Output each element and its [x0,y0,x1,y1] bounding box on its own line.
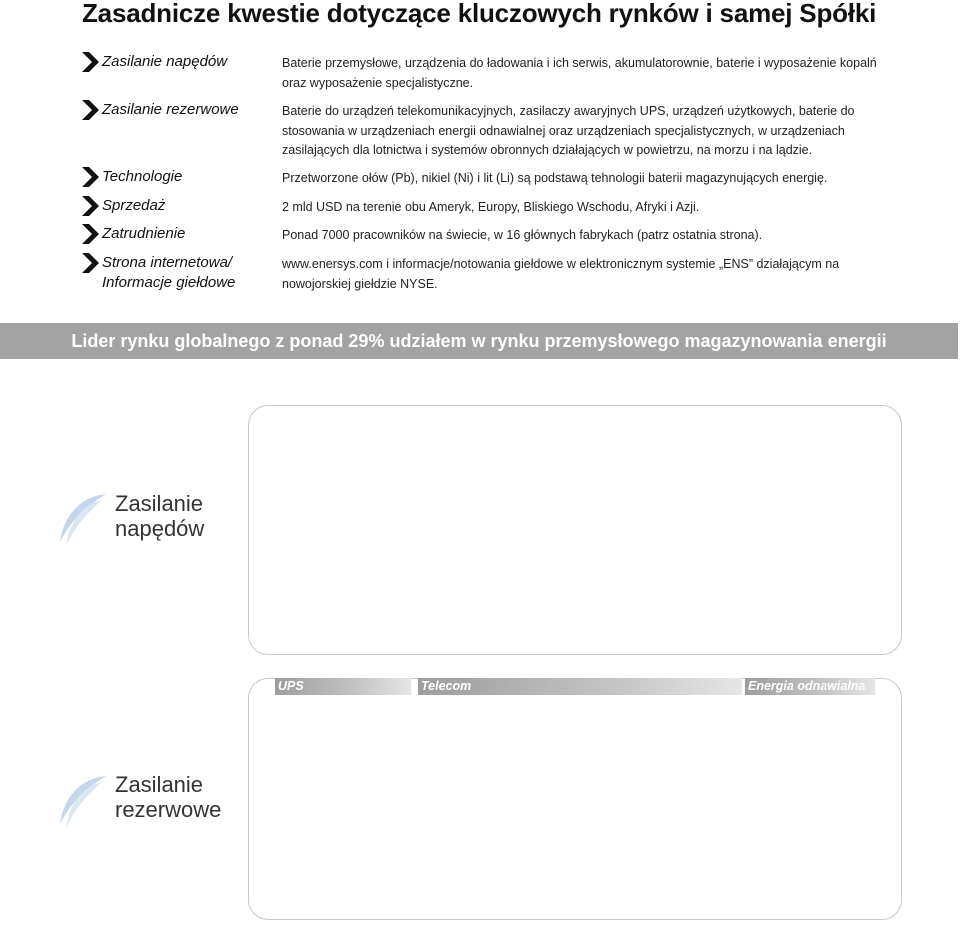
tab-telecom: Telecom [418,678,742,695]
row-description: Baterie przemysłowe, urządzenia do ładowania i ich serwis, akumulatorownie, baterie i wyposażenie kopalń oraz wyposażenie specjalistyczne. [282,56,877,90]
row-label: Zasilanie rezerwowe [102,101,239,118]
chevron-right-icon [82,224,99,244]
row-label: Technologie [102,168,183,185]
section-heading-line: napędów [115,516,205,541]
row-description: Przetworzone ołów (Pb), nikiel (Ni) i lit (Li) są podstawą tehnologii baterii magazynujących energię. [282,171,828,185]
market-leader-banner: Lider rynku globalnego z ponad 29% udziałem w rynku przemysłowego magazynowania energii [0,323,958,359]
page-title: Zasadnicze kwestie dotyczące kluczowych rynków i samej Spółki [82,0,877,28]
swoosh-icon [54,772,110,832]
row-label: Zasilanie napędów [102,53,228,70]
tab-renewable-energy: Energia odnawialna [745,678,875,695]
row-label [102,253,235,293]
row-description: 2 mld USD na terenie obu Ameryk, Europy, Bliskiego Wschodu, Afryki i Azji. [282,200,700,214]
row-label-line: Informacje giełdowe [102,274,236,291]
reserve-power-panel [248,678,902,920]
drive-power-panel [248,405,902,655]
row-label: Sprzedaż [102,197,166,214]
row-label-line: Strona internetowa/ [102,254,233,271]
row-label: Zatrudnienie [102,225,186,242]
chevron-right-icon [82,196,99,216]
section-heading-line: Zasilanie [115,772,204,797]
section-heading-line: Zasilanie [115,491,204,516]
section-heading-line: rezerwowe [115,797,222,822]
tab-ups: UPS [275,678,411,695]
chevron-right-icon [82,100,99,120]
row-description: www.enersys.com i informacje/notowania giełdowe w elektronicznym systemie „ENS” działającym na nowojorskiej giełdzie NYSE. [282,257,840,291]
row-description: Baterie do urządzeń telekomunikacyjnych, zasilaczy awaryjnych UPS, urządzeń użytkowych, baterie do stosowania w urządzeniach energii odnawialnej oraz urządzeniach specjalistycznych, w urządzeniach zasilających dla lotnictwa i systemów obronnych działających w powietrzu, na morzu i na lądzie. [282,104,855,157]
chevron-right-icon [82,167,99,187]
section-heading-drive-power [115,491,204,541]
row-description: Ponad 7000 pracowników na świecie, w 16 głównych fabrykach (patrz ostatnia strona). [282,228,763,242]
chevron-right-icon [82,253,99,273]
section-heading-reserve-power [115,772,221,822]
chevron-right-icon [82,52,99,72]
swoosh-icon [54,490,110,550]
